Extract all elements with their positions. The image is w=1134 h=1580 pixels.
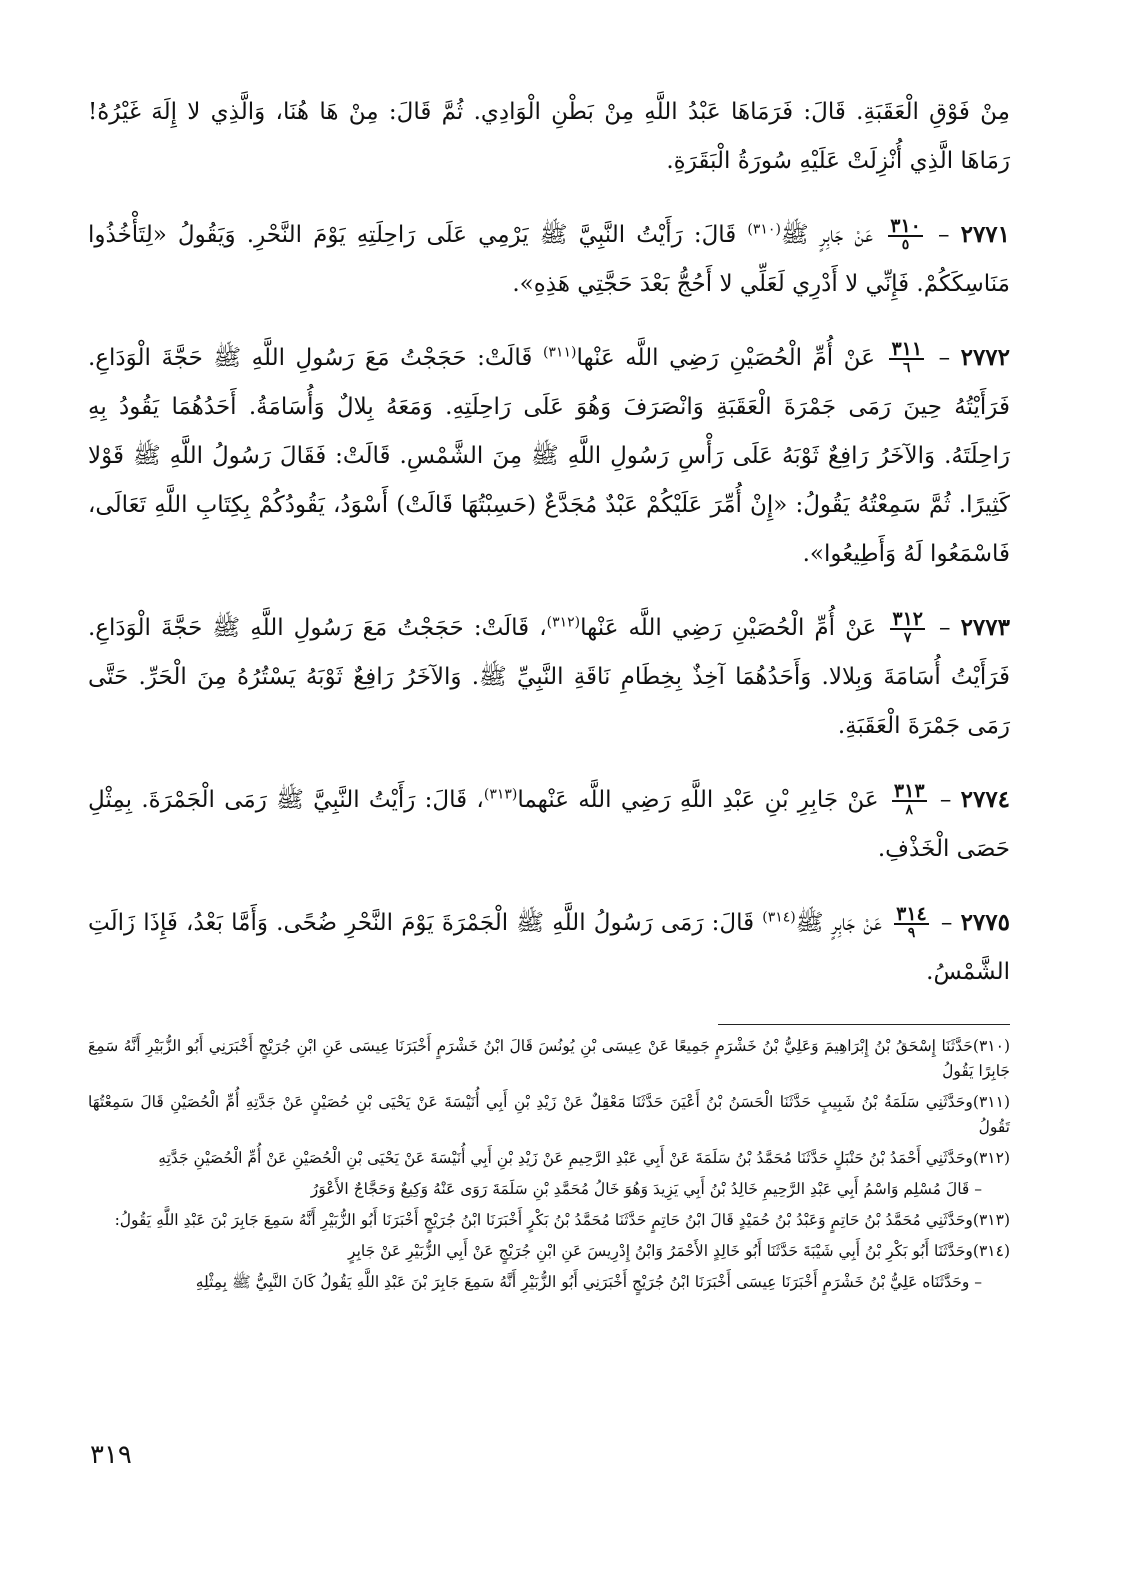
footnote-ref: (٣١١) [542,344,577,361]
hadith-lead: عَنْ أُمِّ الْحُصَيْنِ رَضِي اللَّه عَنْها [580,615,877,641]
footnote-ref: (٣١٣) [483,786,518,803]
footnote-number: (٣١٠) [972,1037,1010,1055]
hadith-text: ، قَالَ: رَأَيْتُ النَّبِيَّ ﷺ رَمَى الْجَمْرَةَ. بِمِثْلِ حَصَى الْخَذْفِ. [88,787,1010,862]
hadith-2771: ٢٧٧١ – $\frac{٣١٠}{٥}$ عَنْ جَابِرٍ ﷺ$^{(٣١٠)}$ قَالَ: رَأَيْتُ النَّبِيَّ ﷺ يَرْمِي عَلَى رَاحِلَتِهِ يَوْمَ النَّحْرِ. وَيَقُولُ «لِتَأْخُذُوا مَنَاسِكَكُمْ. فَإِنِّي لا أَدْرِي لَعَلِّي لا أَحُجُّ بَعْدَ حَجَّتِي هَذِهِ». [88,215,1011,297]
footnotes [88,1034,1010,1301]
footnote-314 [88,1239,1010,1264]
hadith-2772: ٢٧٧٢ – $\frac{٣١١}{٦}$ عَنْ أُمِّ الْحُصَيْنِ رَضِي اللَّه عَنْها$^{(٣١١)}$ قَالَتْ: حَجَجْتُ مَعَ رَسُولِ اللَّهِ ﷺ حَجَّةَ الْوَدَاعِ. فَرَأَيْتُهُ حِينَ رَمَى جَمْرَةَ الْعَقَبَةِ وَانْصَرَفَ وَهُوَ عَلَى رَاحِلَتِهِ. وَمَعَهُ بِلالٌ وَأُسَامَةُ. أَحَدُهُمَا يَقُودُ بِهِ رَاحِلَتَهُ. وَالآخَرُ رَافِعٌ ثَوْبَهُ عَلَى رَأْسِ رَسُولِ اللَّهِ ﷺ مِنَ الشَّمْسِ. قَالَتْ: فَقَالَ رَسُولُ اللَّهِ ﷺ قَوْلا كَثِيرًا. ثُمَّ سَمِعْتُهُ يَقُولُ: «إِنْ أُمِّرَ عَلَيْكُمْ عَبْدٌ مُجَدَّعٌ (حَسِبْتُهَا قَالَتْ) أَسْوَدُ، يَقُودُكُمْ بِكِتَابِ اللَّهِ تَعَالَى، فَاسْمَعُوا لَهُ وَأَطِيعُوا». [88,338,1011,567]
hadith-2773: ٢٧٧٣ – $\frac{٣١٢}{٧}$ عَنْ أُمِّ الْحُصَيْنِ رَضِي اللَّه عَنْها$^{(٣١٢)}$، قَالَتْ: حَجَجْتُ مَعَ رَسُولِ اللَّهِ ﷺ حَجَّةَ الْوَدَاعِ. فَرَأَيْتُ أُسَامَةَ وَبِلالا. وَأَحَدُهُمَا آخِذٌ بِخِطَامِ نَاقَةِ النَّبِيِّ ﷺ. وَالآخَرُ رَافِعٌ ثَوْبَهُ يَسْتُرُهُ مِنَ الْحَرِّ. حَتَّى رَمَى جَمْرَةَ الْعَقَبَةِ. [88,608,1010,739]
footnote-text: وحَدَّثَنِي أَحْمَدُ بْنُ حَنْبَلٍ حَدَّثَنَا مُحَمَّدُ بْنُ سَلَمَةَ عَنْ أَبِي عَبْدِ الرَّحِيمِ عَنْ زَيْدِ بْنِ أَبِي أُنَيْسَةَ عَنْ يَحْيَى بْنِ الْحُصَيْنِ عَنْ أُمِّ الْحُصَيْنِ جَدَّتِهِ [158,1149,973,1167]
footnote-number: (٣١٤) [972,1242,1010,1260]
hadith-text: قَالَ: رَأَيْتُ النَّبِيَّ ﷺ يَرْمِي عَلَى رَاحِلَتِهِ يَوْمَ النَّحْرِ. وَيَقُولُ «لِتَأْخُذُوا مَنَاسِكَكُمْ. فَإِنِّي لا أَدْرِي لَعَلِّي لا أَحُجُّ بَعْدَ حَجَّتِي هَذِهِ». [88,222,1010,297]
hadith-number: ٢٧٧٣ [960,614,1010,641]
footnote-text: وحَدَّثَنِي سَلَمَةُ بْنُ شَبِيبٍ حَدَّثَنَا الْحَسَنُ بْنُ أَعْيَنَ حَدَّثَنَا مَعْقِلٌ عَنْ زَيْدِ بْنِ أَبِي أُنَيْسَةَ عَنْ يَحْيَى بْنِ حُصَيْنٍ عَنْ جَدَّتِهِ أُمِّ الْحُصَيْنِ قَالَ سَمِعْتُهَا تَقُولُ [88,1093,1010,1136]
footnote-text: وحَدَّثَنَا أَبُو بَكْرِ بْنُ أَبِي شَيْبَةَ حَدَّثَنَا أَبُو خَالِدٍ الأَحْمَرُ وَابْنُ إِدْرِيسَ عَنِ ابْنِ جُرَيْجٍ عَنْ أَبِي الزُّبَيْرِ عَنْ جَابِرٍ [348,1242,973,1260]
footnote-313 [88,1208,1010,1233]
footnote-ref: (٣١٠) [747,221,781,238]
hadith-text: ، قَالَتْ: حَجَجْتُ مَعَ رَسُولِ اللَّهِ ﷺ حَجَّةَ الْوَدَاعِ. فَرَأَيْتُ أُسَامَةَ وَبِلالا. وَأَحَدُهُمَا آخِذٌ بِخِطَامِ نَاقَةِ النَّبِيِّ ﷺ. وَالآخَرُ رَافِعٌ ثَوْبَهُ يَسْتُرُهُ مِنَ الْحَرِّ. حَتَّى رَمَى جَمْرَةَ الْعَقَبَةِ. [88,615,1010,739]
hadith-lead: عَنْ أُمِّ الْحُصَيْنِ رَضِي اللَّه عَنْها [576,345,875,371]
footnote-312 [88,1146,1010,1171]
hadith-fraction: $\frac{٣١٢}{٧}$ [892,608,923,646]
hadith-fraction: $\frac{٣١٠}{٥}$ [890,215,921,253]
hadith-fraction: $\frac{٣١١}{٦}$ [891,338,923,376]
hadith-fraction: $\frac{٣١٤}{٩}$ [896,903,927,941]
main-text [88,88,1010,1021]
hadith-lead: عَنْ جَابِرٍ ﷺ [795,910,882,936]
hadith-2774: ٢٧٧٤ – $\frac{٣١٣}{٨}$ عَنْ جَابِرِ بْنِ عَبْدِ اللَّهِ رَضِي اللَّه عَنْهما$^{(٣١٣)}$، قَالَ: رَأَيْتُ النَّبِيَّ ﷺ رَمَى الْجَمْرَةَ. بِمِثْلِ حَصَى الْخَذْفِ. [88,780,1011,862]
footnote-314-remark [88,1270,1010,1295]
footnote-number: (٣١٣) [972,1211,1010,1229]
hadith-number: ٢٧٧١ [960,221,1011,248]
footnote-text: حَدَّثَنَا إِسْحَقُ بْنُ إِبْرَاهِيمَ وَعَلِيُّ بْنُ خَشْرَمٍ جَمِيعًا عَنْ عِيسَى بْنِ يُونُسَ قَالَ ابْنُ خَشْرَمٍ أَخْبَرَنَا عِيسَى عَنِ ابْنِ جُرَيْجٍ أَخْبَرَنِي أَبُو الزُّبَيْرِ أَنَّهُ سَمِعَ جَابِرًا يَقُولُ [88,1037,1010,1080]
hadith-number: ٢٧٧٥ [960,909,1010,936]
intro-paragraph: مِنْ فَوْقِ الْعَقَبَةِ. قَالَ: فَرَمَاهَا عَبْدُ اللَّهِ مِنْ بَطْنِ الْوَادِي. ثُمَّ قَالَ: مِنْ هَا هُنَا، وَالَّذِي لا إِلَهَ غَيْرُهُ! رَمَاهَا الَّذِي أُنْزِلَتْ عَلَيْهِ سُورَةُ الْبَقَرَةِ. [88,99,1010,174]
footnote-number: (٣١١) [972,1093,1010,1111]
page-number: ٣١٩ [90,1440,132,1470]
footnote-311 [88,1090,1010,1140]
hadith-number: ٢٧٧٢ [960,344,1011,371]
footnote-310 [88,1034,1010,1084]
hadith-lead: عَنْ جَابِرٍ ﷺ [780,222,874,248]
hadith-number: ٢٧٧٤ [960,786,1011,813]
footnote-ref: (٣١٢) [546,614,581,631]
hadith-lead: عَنْ جَابِرِ بْنِ عَبْدِ اللَّهِ رَضِي اللَّه عَنْهما [517,787,879,813]
hadith-fraction: $\frac{٣١٣}{٨}$ [893,780,925,818]
hadith-text: قَالَ: رَمَى رَسُولُ اللَّهِ ﷺ الْجَمْرَةَ يَوْمَ النَّحْرِ ضُحًى. وَأَمَّا بَعْدُ، فَإِذَا زَالَتِ الشَّمْسُ. [88,910,1010,985]
footnote-312-remark [88,1177,1010,1202]
footnote-divider [718,1024,1010,1025]
footnote-number: (٣١٢) [972,1149,1010,1167]
footnote-ref: (٣١٤) [762,909,796,926]
hadith-text: قَالَتْ: حَجَجْتُ مَعَ رَسُولِ اللَّهِ ﷺ حَجَّةَ الْوَدَاعِ. فَرَأَيْتُهُ حِينَ رَمَى جَمْرَةَ الْعَقَبَةِ وَانْصَرَفَ وَهُوَ عَلَى رَاحِلَتِهِ. وَمَعَهُ بِلالٌ وَأُسَامَةُ. أَحَدُهُمَا يَقُودُ بِهِ رَاحِلَتَهُ. وَالآخَرُ رَافِعٌ ثَوْبَهُ عَلَى رَأْسِ رَسُولِ اللَّهِ ﷺ مِنَ الشَّمْسِ. قَالَتْ: فَقَالَ رَسُولُ اللَّهِ ﷺ قَوْلا كَثِيرًا. ثُمَّ سَمِعْتُهُ يَقُولُ: «إِنْ أُمِّرَ عَلَيْكُمْ عَبْدٌ مُجَدَّعٌ (حَسِبْتُهَا قَالَتْ) أَسْوَدُ، يَقُودُكُمْ بِكِتَابِ اللَّهِ تَعَالَى، فَاسْمَعُوا لَهُ وَأَطِيعُوا». [88,345,1010,567]
hadith-2775: ٢٧٧٥ – $\frac{٣١٤}{٩}$ عَنْ جَابِرٍ ﷺ$^{(٣١٤)}$ قَالَ: رَمَى رَسُولُ اللَّهِ ﷺ الْجَمْرَةَ يَوْمَ النَّحْرِ ضُحًى. وَأَمَّا بَعْدُ، فَإِذَا زَالَتِ الشَّمْسُ. [88,903,1010,985]
footnote-text: وحَدَّثَنِي مُحَمَّدُ بْنُ حَاتِمٍ وَعَبْدُ بْنُ حُمَيْدٍ قَالَ ابْنُ حَاتِمٍ حَدَّثَنَا مُحَمَّدُ بْنُ بَكْرٍ أَخْبَرَنَا ابْنُ جُرَيْجٍ أَخْبَرَنَا أَبُو الزُّبَيْرِ أَنَّهُ سَمِعَ جَابِرَ بْنَ عَبْدِ اللَّهِ يَقُولُ: [114,1211,973,1229]
footnote-text: – وحَدَّثَنَاه عَلِيُّ بْنُ خَشْرَمٍ أَخْبَرَنَا عِيسَى أَخْبَرَنَا ابْنُ جُرَيْجٍ أَخْبَرَنِي أَبُو الزُّبَيْرِ أَنَّهُ سَمِعَ جَابِرَ بْنَ عَبْدِ اللَّهِ يَقُولُ كَانَ النَّبِيُّ ﷺ بِمِثْلِهِ [195,1273,982,1291]
footnote-text: – قَالَ مُسْلِم وَاسْمُ أَبِي عَبْدِ الرَّحِيمِ خَالِدُ بْنُ أَبِي يَزِيدَ وَهُوَ خَالُ مُحَمَّدِ بْنِ سَلَمَةَ رَوَى عَنْهُ وَكِيعٌ وَحَجَّاجٌ الأَعْوَرُ [310,1180,982,1198]
